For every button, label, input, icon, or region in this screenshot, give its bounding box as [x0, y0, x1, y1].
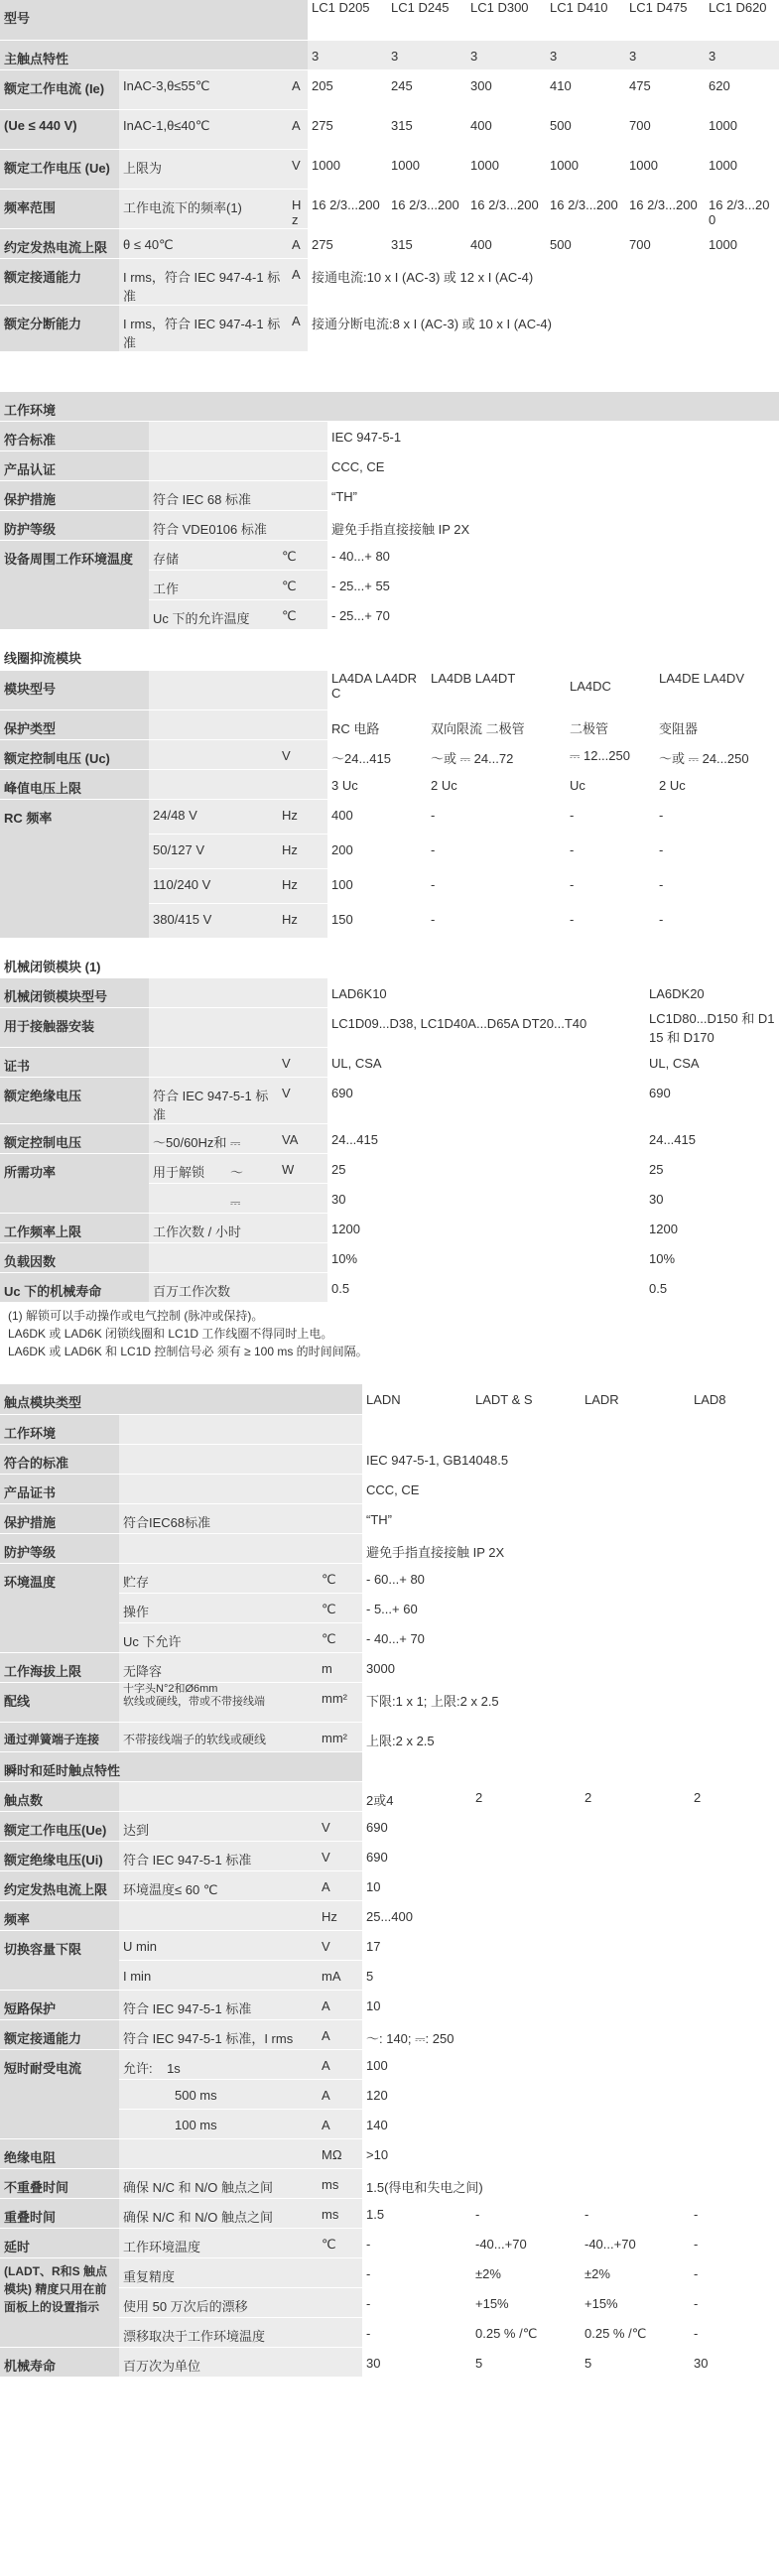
row-label: 额定分断能力	[0, 305, 119, 351]
model-cell: LC1 D300	[466, 0, 546, 40]
table-environment: 工作环境 符合标准 IEC 947-5-1 产品认证 CCC, CE 保护措施 符合 IEC 68 标准 “TH” 防护等级 符合 VDE0106 标准 避免手指直接接触 IP 2X 设备周围工作环境温度 存储 ℃ - 40...+ 80 工作 ℃ - 25...+ 55 Uc 下的允许温度 ℃ - 25...+ 70	[0, 392, 779, 631]
table-suppressor: 线圈抑流模块 模块型号 LA4DA LA4DRC LA4DB LA4DT LA4DC LA4DE LA4DV 保护类型 RC 电路 双向限流 二极管 二极管 变阻器 额定控制电压 (Uc) V ～24...415 ～或 ⎓ 24...72 ⎓ 12...250 ～或 ⎓ 24...250 峰值电压上限 3 Uc 2 Uc Uc 2 Uc RC 频率 24/48 V Hz 400 - - - 50/127 V Hz 200 - - - 110/240 V Hz 100 - - - 380/415 V Hz 150 - - -	[0, 640, 779, 939]
section-title: 机械闭锁模块 (1)	[0, 949, 779, 978]
row-label: (Ue ≤ 440 V)	[0, 109, 119, 149]
section-title: 线圈抑流模块	[0, 640, 779, 670]
row-label: 额定接通能力	[0, 258, 119, 305]
table-contactor-main: 型号 LC1 D205 LC1 D245 LC1 D300 LC1 D410 LC1 D475 LC1 D620 主触点特性 3 3 3 3 3 3 额定工作电流 (Ie) InAC-3,θ≤55℃ A 205 245 300 410 475 620 (Ue ≤ 440 V) InAC-1,θ≤40℃ A 275 315 400 500 700 1000 额定工作电压 (Ue) 上限为 V 1000 1000 1000 1000 1000 1000 频率范围 工作电流下的频率(1) Hz 16 2/3...200 16 2/3...200 16 2/3...200 16 2/3...200 16 2/3...200 16 2/3...200 约定发热电流上限 θ ≤ 40℃ A 275 315 400 500 700 1000 额定接通能力 I rms，符合 IEC 947-4-1 标准 A 接通电流:10 x I (AC-3) 或 12 x I (AC-4) 额定分断能力 I rms，符合 IEC 947-4-1 标准 A 接通分断电流:8 x I (AC-3) 或 10 x I (AC-4)	[0, 0, 779, 352]
model-cell: LC1 D475	[625, 0, 705, 40]
row-label: 频率范围	[0, 189, 119, 228]
row-label: 额定工作电压 (Ue)	[0, 149, 119, 189]
table-contact-module: 触点模块类型 LADN LADT & S LADR LAD8 工作环境 符合的标准 IEC 947-5-1, GB14048.5 产品证书 CCC, CE 保护措施 符合IEC68标准 “TH” 防护等级 避免手指直接接触 IP 2X 环境温度 贮存 ℃ - 60...+ 80 操作 ℃ - 5...+ 60 Uc 下允许 ℃ - 40...+ 70 工作海拔上限 无降容 m 3000 配线 十字头N°2和Ø6mm 软线或硬线，带或不带接线端 mm² 下限:1 x 1; 上限:2 x 2.5 通过弹簧端子连接 不带接线端子的软线或硬线 mm² 上限:2 x 2.5 瞬时和延时触点特性 触点数 2或4 2 2 2 额定工作电压(Ue) 达到 V 690 额定绝缘电压(Ui) 符合 IEC 947-5-1 标准 V 690 约定发热电流上限 环境温度≤ 60 ℃ A 10 频率 Hz 25...400 切换容量下限 U min V 17 I min mA 5 短路保护 符合 IEC 947-5-1 标准 A 10 额定接通能力 符合 IEC 947-5-1 标准，I rms A ～: 140; ⎓: 250 短时耐受电流 允许: 1s A 100 500 ms A 120 100 ms A 140 绝缘电阻 MΩ >10 不重叠时间 确保 N/C 和 N/O 触点之间 ms 1.5(得电和失电之间) 重叠时间 确保 N/C 和 N/O 触点之间 ms 1.5 - - - 延时 工作环境温度 ℃ - -40...+70 -40...+70 - (LADT、R和S 触点模块) 精度只用在前面板上的设置指示 重复精度 - ±2% ±2% - 使用 50 万次后的漂移 - +15% +15% - 漂移取决于工作环境温度 - 0.25 % /℃ 0.25 % /℃ - 机械寿命 百万次为单位 30 5 5 30	[0, 1384, 779, 2378]
section-title: 工作环境	[0, 392, 278, 422]
section-title: 瞬时和延时触点特性	[0, 1751, 318, 1781]
model-cell: LC1 D245	[387, 0, 466, 40]
table-interlock: 机械闭锁模块 (1) 机械闭锁模块型号 LAD6K10 LA6DK20 用于接触器安装 LC1D09...D38, LC1D40A...D65A DT20...T40 LC1D80...D150 和 D115 和 D170 证书 V UL, CSA UL, CSA 额定绝缘电压 符合 IEC 947-5-1 标准 V 690 690 额定控制电压 ～50/60Hz和 ⎓ VA 24...415 24...415 所需功率 用于解锁 ～ W 25 25 ⎓ 30 30 工作频率上限 工作次数 / 小时 1200 1200 负载因数 10% 10% Uc 下的机械寿命 百万工作次数 0.5 0.5	[0, 949, 779, 1304]
footnote: (1) 解锁可以手动操作或电气控制 (脉冲或保持)。 LA6DK 或 LAD6K 闭锁线圈和 LC1D 工作线圈不得同时上电。 LA6DK 或 LAD6K 和 LC1D 控制信号必 须有 ≥ 100 ms 的时间间隔。	[8, 1309, 368, 1358]
row-label: 型号	[0, 0, 119, 40]
header-row	[0, 0, 779, 40]
section-title: 触点模块类型	[0, 1384, 362, 1414]
row-label: 主触点特性	[0, 40, 119, 69]
model-cell: LC1 D620	[705, 0, 779, 40]
row-label: 约定发热电流上限	[0, 228, 119, 258]
row-label: 额定工作电流 (Ie)	[0, 69, 119, 109]
model-cell: LC1 D205	[308, 0, 387, 40]
model-cell: LC1 D410	[546, 0, 625, 40]
